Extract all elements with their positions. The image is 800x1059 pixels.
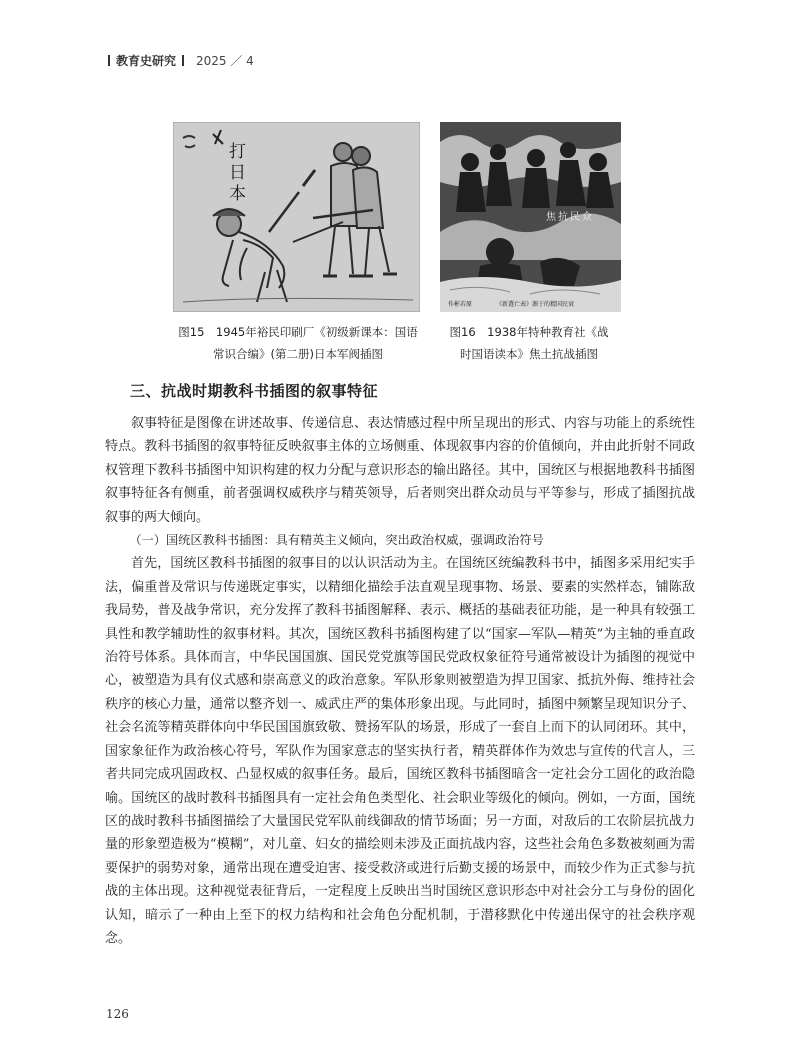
figure-16-image (440, 122, 621, 312)
figure-15-image (173, 122, 420, 312)
figure-16-caption-line2: 时国语读本》焦土抗战插图 (460, 347, 598, 361)
figure-15-caption-line1: 图15 1945年裕民印刷厂《初级新课本：国语 (178, 325, 418, 339)
page-number: 126 (106, 1007, 129, 1021)
figure-15-caption (172, 321, 424, 365)
fig15-slogan: 打日本 (225, 142, 245, 205)
header-bar-right (182, 55, 184, 66)
journal-name: 教育史研究 (116, 54, 177, 68)
paragraph-kmt-illustrations: 首先，国统区教科书插图的叙事目的以认识活动为主。在国统区统编教科书中，插图多采用纪实手法，偏重普及常识与传递既定事实，以精细化描绘手法直观呈现事物、场景、要素的实然样态，铺陈敌我局势，普及战争常识，充分发挥了教科书插图解释、表示、概括的基础表征功能，是一种具有较强工具性和教学辅助性的叙事材料。其次，国统区教科书插图构建了以“国家—军队—精英”为主轴的垂直政治符号体系。具体而言，中华民国国旗、国民党党旗等国民党政权象征符号通常被设计为插图的视觉中心，被塑造为具有仪式感和崇高意义的政治意象。军队形象则被塑造为捍卫国家、抵抗外侮、维持社会秩序的核心力量，通常以整齐划一、威武庄严的集体形象出现。与此同时，插图中频繁呈现知识分子、社会名流等精英群体向中华民国国旗致敬、赞扬军队的场景，形成了一套自上而下的认同闭环。其中，国家象征作为政治核心符号，军队作为国家意志的坚实执行者，精英群体作为效忠与宣传的代言人，三者共同完成巩固政权、凸显权威的叙事任务。最后，国统区教科书插图暗含一定社会分工固化的政治隐喻。国统区的战时教科书插图具有一定社会角色类型化、社会职业等级化的倾向。例如，一方面，国统区的战时教科书插图描绘了大量国民党军队前线御敌的情节场面；另一方面，对敌后的工农阶层抗战力量的形象塑造极为“模糊”，对儿童、妇女的描绘则未涉及正面抗战内容，这些社会角色多数被刻画为需要保护的弱势对象，通常出现在遭受迫害、接受救济或进行后勤支援的场景中，而较少作为正式参与抗战的主体出现。这种视觉表征背后，一定程度上反映出当时国统区意识形态中对社会分工与身份的固化认知，暗示了一种由上至下的权力结构和社会角色分配机制，于潜移默化中传递出保守的社会秩序观念。 (105, 556, 695, 946)
issue-number: 2025 ／ 4 (196, 54, 254, 68)
paragraph-intro: 叙事特征是图像在讲述故事、传递信息、表达情感过程中所呈现出的形式、内容与功能上的系统性特点。教科书插图的叙事特征反映叙事主体的立场侧重、体现叙事内容的价值倾向，并由此折射不同政权管理下教科书插图中知识构建的权力分配与意识形态的输出路径。其中，国统区与根据地教科书插图叙事特征各有侧重，前者强调权威秩序与精英领导，后者则突出群众动员与平等参与，形成了插图抗战叙事的两大倾向。 (105, 416, 695, 525)
woodblock-illustration-scorched-earth-icon (440, 122, 621, 312)
section-heading: 三、抗战时期教科书插图的叙事特征 (130, 382, 379, 400)
figure-16-caption-line1: 图16 1938年特种教育社《战 (449, 325, 609, 339)
subsection-heading: （一）国统区教科书插图：具有精英主义倾向，突出政治权威，强调政治符号 (129, 533, 544, 548)
figure-15-caption-line2: 常识合编》(第二册)日本军阀插图 (213, 347, 383, 361)
header-bar-left (108, 55, 110, 66)
fig16-credit-author: 作彬若原 (448, 301, 473, 308)
woodblock-illustration-soldiers-icon (173, 122, 420, 312)
running-header (108, 52, 254, 69)
figure-16-caption (434, 321, 624, 365)
fig16-label-heading: 焦抗民众 (546, 212, 594, 223)
fig16-credit-source: 《新選亡表》源于的精国民衰 (496, 301, 575, 308)
article-body (105, 412, 695, 950)
